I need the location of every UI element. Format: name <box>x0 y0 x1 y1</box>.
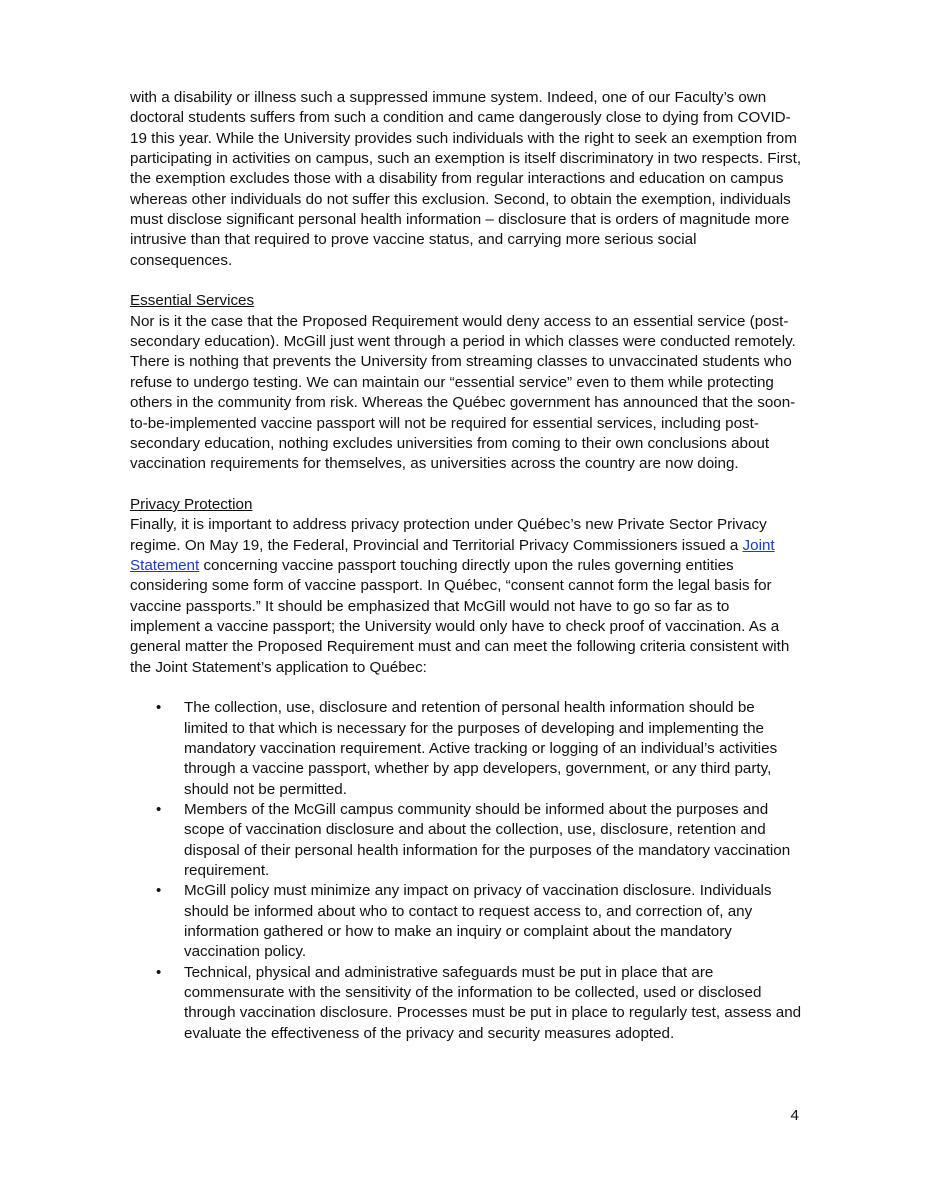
list-item-text: The collection, use, disclosure and retention of personal health information should be limited to that which is necessary for the purposes of developing and implementing the mandatory vaccination requirement. Active tracking or logging of an individual’s activities through a vaccine passport, whether by app developers, government, or any third party, should not be permitted. <box>184 699 778 798</box>
essential-services-heading: Essential Services <box>130 292 255 310</box>
essential-services-body: Nor is it the case that the Proposed Requirement would deny access to an essential service (post-secondary education). McGill just went through a period in which classes were conducted remotely. There is nothing that prevents the University from streaming classes to unvaccinated students who refuse to undergo testing. We can maintain our “essential service” even to them while protecting others in the community from risk. Whereas the Québec government has announced that the soon-to-be-implemented vaccine passport will not be required for essential services, including post-secondary education, nothing excludes universities from coming to their own conclusions about vaccination requirements for themselves, as universities across the country are now doing. <box>130 312 796 473</box>
page-number: 4 <box>790 1107 799 1124</box>
bullet-icon: • <box>156 699 162 717</box>
bullet-icon: • <box>156 801 162 819</box>
document-page <box>130 88 802 1044</box>
intro-paragraph: with a disability or illness such a suppressed immune system. Indeed, one of our Faculty’s own doctoral students suffers from such a condition and came dangerously close to dying from COVID-19 this year. While the University provides such individuals with the right to seek an exemption from participating in activities on campus, such an exemption is itself discriminatory in two respects. First, the exemption excludes those with a disability from regular interactions and education on campus whereas other individuals do not suffer this exclusion. Second, to obtain the exemption, individuals must disclose significant personal health information – disclosure that is orders of magnitude more intrusive than that required to prove vaccine status, and carrying more serious social consequences. <box>130 89 802 269</box>
list-item <box>130 881 802 962</box>
paragraph-spacer <box>130 271 802 291</box>
list-item <box>130 800 802 881</box>
privacy-body-text-before-link: Finally, it is important to address privacy protection under Québec’s new Private Sector Privacy regime. On May 19, the Federal, Provincial and Territorial Privacy Commissioners issued a <box>130 516 767 554</box>
criteria-bullet-list <box>130 698 802 1044</box>
list-item <box>130 698 802 800</box>
paragraph-spacer <box>130 475 802 495</box>
list-item <box>130 963 802 1044</box>
list-item-text: Members of the McGill campus community should be informed about the purposes and scope of vaccination disclosure and about the collection, use, disclosure, retention and disposal of their personal health information for the purposes of the mandatory vaccination requirement. <box>184 801 791 880</box>
list-item-text: McGill policy must minimize any impact on privacy of vaccination disclosure. Individuals should be informed about who to contact to request access to, and correction of, any information gathered or how to make an inquiry or complaint about the mandatory vaccination policy. <box>184 882 772 961</box>
paragraph-spacer <box>130 678 802 698</box>
joint-statement-link[interactable]: Joint Statement <box>130 536 775 574</box>
privacy-body-text-after-link: concerning vaccine passport touching directly upon the rules governing entities considering some form of vaccine passport. In Québec, “consent cannot form the legal basis for vaccine passports.” It should be emphasized that McGill would not have to go so far as to implement a vaccine passport; the University would only have to check proof of vaccination. As a general matter the Proposed Requirement must and can meet the following criteria consistent with the Joint Statement’s application to Québec: <box>130 556 790 676</box>
bullet-icon: • <box>156 963 162 981</box>
privacy-protection-section <box>130 495 802 1044</box>
privacy-protection-body <box>130 515 802 678</box>
list-item-text: Technical, physical and administrative safeguards must be put in place that are commensurate with the sensitivity of the information to be collected, used or disclosed through vaccination disclosure. Processes must be put in place to regularly test, assess and evaluate the effectiveness of the privacy and security measures adopted. <box>184 963 802 1042</box>
privacy-protection-heading: Privacy Protection <box>130 495 253 513</box>
bullet-icon: • <box>156 882 162 900</box>
essential-services-section <box>130 291 802 474</box>
